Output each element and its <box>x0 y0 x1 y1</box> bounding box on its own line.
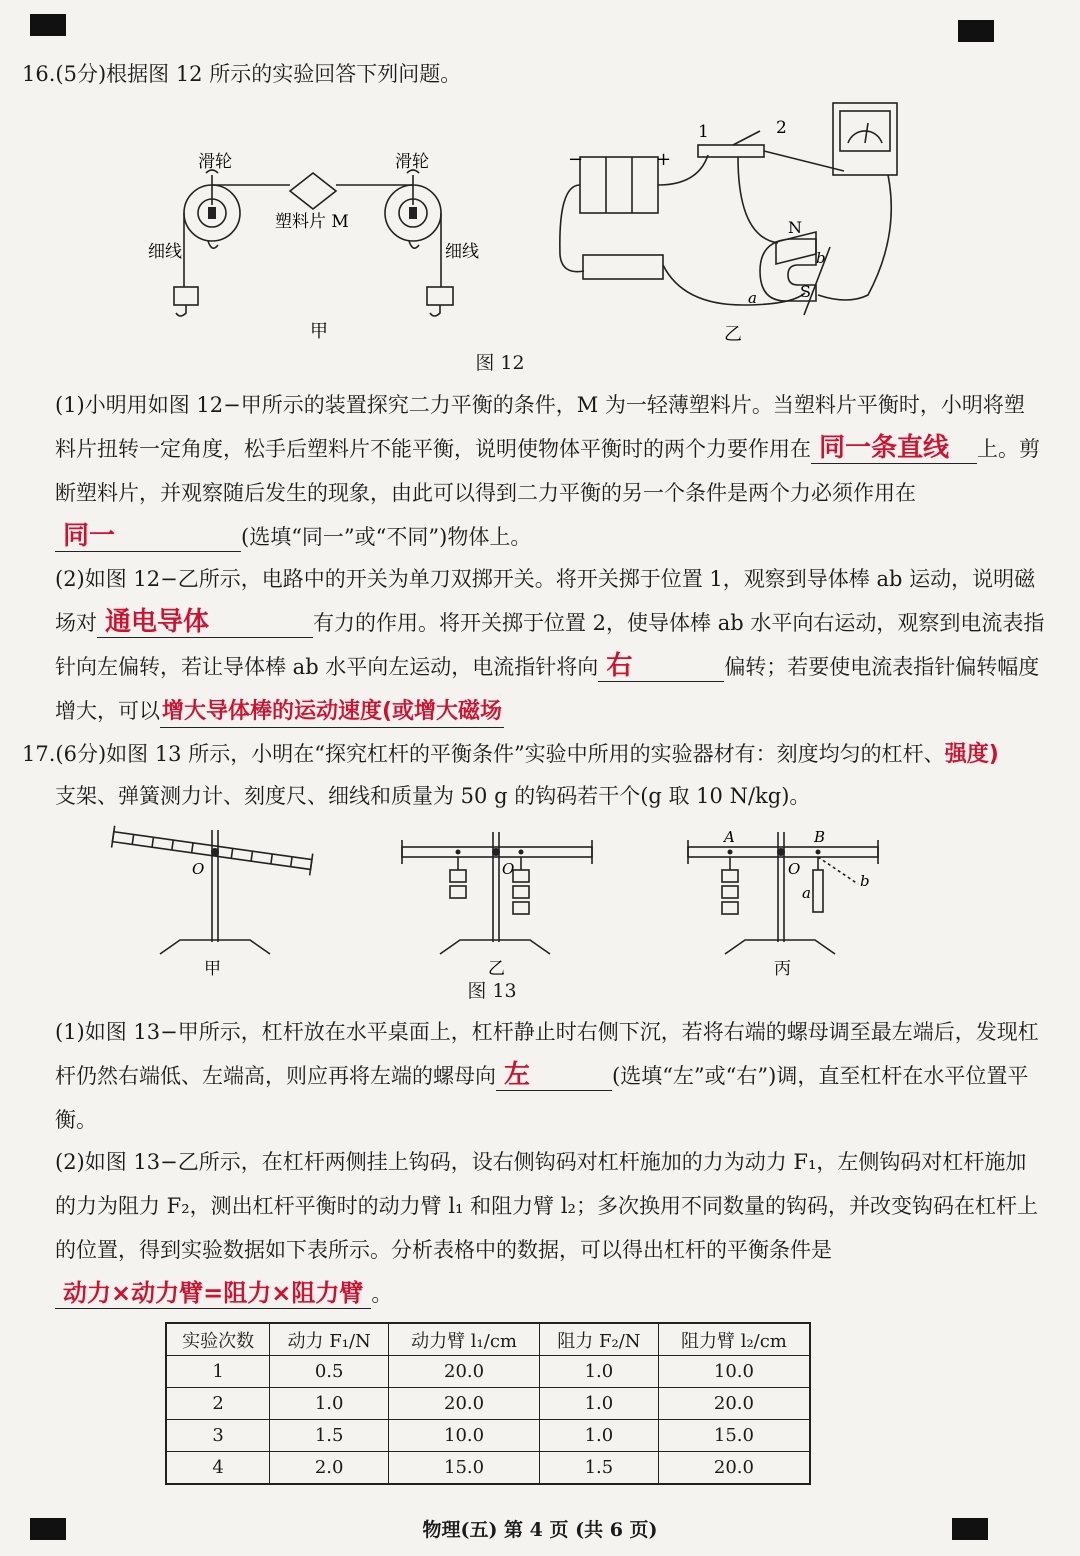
q16-part1: (1)小明用如图 12−甲所示的装置探究二力平衡的条件，M 为一轻薄塑料片。当塑料片平衡时，小明将塑料片扭转一定角度，松手后塑料片不能平衡，说明使物体平衡时的两个力要作用在 同一条直线 上。剪断塑料片，并观察随后发生的现象，由此可以得到二力平衡的另一个条件是两个力必须作用在同一 (选填“同一”或“不同”)物体上。 <box>55 393 1040 551</box>
table-header-cell: 动力 F₁/N <box>270 1323 389 1356</box>
answer-q16-2[interactable]: 同一 <box>55 521 241 552</box>
table-cell: 1.5 <box>270 1420 389 1452</box>
table-cell: 10.0 <box>658 1356 810 1388</box>
answer-q17-2[interactable]: 动力×动力臂=阻力×阻力臂 <box>55 1278 371 1309</box>
table-row <box>166 1452 810 1485</box>
label-thread-right: 细线 <box>445 242 479 262</box>
label-point-b: B <box>814 828 826 846</box>
label-b: b <box>816 249 826 267</box>
table-cell: 20.0 <box>658 1452 810 1485</box>
table-cell: 1.0 <box>539 1388 658 1420</box>
label-yi: 乙 <box>724 324 742 345</box>
label-plastic-m: 塑料片 M <box>275 212 349 232</box>
q16-header: 16.(5分)根据图 12 所示的实验回答下列问题。 <box>22 62 462 86</box>
label-o-yi: O <box>502 860 515 878</box>
experiment-data-table <box>165 1322 811 1485</box>
table-header-cell: 阻力臂 l₂/cm <box>658 1323 810 1356</box>
q16-part2: (2)如图 12−乙所示，电路中的开关为单刀双掷开关。将开关掷于位置 1，观察到导体棒 ab 运动，说明磁场对 通电导体 有力的作用。将开关掷于位置 2，使导体棒 ab 水平向右运动，观察到电流表指针向左偏转，若让导体棒 ab 水平向左运动，电流指针将向 右 偏转；若要使电流表指针偏转幅度增大，可以增大导体棒的运动速度(或增大磁场 <box>55 557 1045 733</box>
table-cell: 2 <box>166 1388 270 1420</box>
table-cell: 4 <box>166 1452 270 1485</box>
label-minus: − <box>568 149 584 170</box>
table-header-cell: 阻力 F₂/N <box>539 1323 658 1356</box>
table-cell: 1.0 <box>539 1356 658 1388</box>
figure-12-caption: 图 12 <box>475 352 525 374</box>
table-row <box>166 1420 810 1452</box>
table-cell: 20.0 <box>389 1356 540 1388</box>
figure-13-caption: 图 13 <box>467 980 517 1002</box>
label-jia-13: 甲 <box>204 959 221 979</box>
table-cell: 15.0 <box>658 1420 810 1452</box>
label-pulley-left: 滑轮 <box>198 152 232 172</box>
table-cell: 10.0 <box>389 1420 540 1452</box>
label-o-bing: O <box>788 860 801 878</box>
table-cell: 1.0 <box>539 1420 658 1452</box>
table-header-cell: 动力臂 l₁/cm <box>389 1323 540 1356</box>
label-a: a <box>748 289 757 307</box>
answer-q16-4[interactable]: 右 <box>598 651 724 682</box>
table-cell: 3 <box>166 1420 270 1452</box>
q17-header-line2: 支架、弹簧测力计、刻度尺、细线和质量为 50 g 的钩码若干个(g 取 10 N/kg)。 <box>55 784 811 808</box>
label-point-a: A <box>724 828 735 846</box>
label-pulley-right: 滑轮 <box>395 152 429 172</box>
label-o-jia: O <box>192 860 205 878</box>
label-a-lower: a <box>802 884 811 902</box>
registration-mark-top-right <box>958 20 994 42</box>
table-header-cell: 实验次数 <box>166 1323 270 1356</box>
answer-q16-5-continued: 强度) <box>944 742 999 767</box>
label-bing-13: 丙 <box>774 959 791 979</box>
label-pos2: 2 <box>776 118 787 138</box>
label-n: N <box>788 218 802 237</box>
table-cell: 1.5 <box>539 1452 658 1485</box>
answer-q16-3[interactable]: 通电导体 <box>97 607 313 638</box>
page-footer: 物理(五) 第 4 页 (共 6 页) <box>422 1519 658 1541</box>
label-plus: + <box>656 149 672 170</box>
table-header-row <box>166 1323 810 1356</box>
table-row <box>166 1356 810 1388</box>
table-cell: 1.0 <box>270 1388 389 1420</box>
table-cell: 15.0 <box>389 1452 540 1485</box>
table-cell: 20.0 <box>658 1388 810 1420</box>
answer-q16-5[interactable]: 增大导体棒的运动速度(或增大磁场 <box>160 697 504 728</box>
label-jia: 甲 <box>310 321 328 342</box>
answer-q16-1[interactable]: 同一条直线 <box>811 433 977 464</box>
label-pos1: 1 <box>698 122 709 142</box>
answer-q17-1[interactable]: 左 <box>496 1060 612 1091</box>
label-s: S <box>800 282 811 301</box>
table-cell: 20.0 <box>389 1388 540 1420</box>
table-row <box>166 1388 810 1420</box>
figure-12-jia <box>140 145 510 355</box>
label-b-lower: b <box>860 872 870 890</box>
q17-header: 17.(6分)如图 13 所示，小明在“探究杠杆的平衡条件”实验中所用的实验器材有：刻度均匀的杠杆、强度) <box>22 738 999 770</box>
q17-part1: (1)如图 13−甲所示，杠杆放在水平桌面上，杠杆静止时右侧下沉，若将右端的螺母调至最左端后，发现杠杆仍然右端低、左端高，则应再将左端的螺母向 左 (选填“左”或“右”)调，直至杠杆在水平位置平衡。 <box>55 1020 1039 1132</box>
label-yi-13: 乙 <box>488 959 505 979</box>
figure-13 <box>100 822 900 1002</box>
table-cell: 0.5 <box>270 1356 389 1388</box>
figure-12-yi <box>548 95 918 350</box>
q17-part2: (2)如图 13−乙所示，在杠杆两侧挂上钩码，设右侧钩码对杠杆施加的力为动力 F₁，左侧钩码对杠杆施加的力为阻力 F₂，测出杠杆平衡时的动力臂 l₁ 和阻力臂 l₂；多次换用不同数量的钩码，并改变钩码在杠杆上的位置，得到实验数据如下表所示。分析表格中的数据，可以得出杠杆的平衡条件是动力×动力臂=阻力×阻力臂 。 <box>55 1150 1038 1307</box>
label-thread-left: 细线 <box>148 242 182 262</box>
table-cell: 2.0 <box>270 1452 389 1485</box>
table-cell: 1 <box>166 1356 270 1388</box>
registration-mark-top-left <box>30 14 66 36</box>
